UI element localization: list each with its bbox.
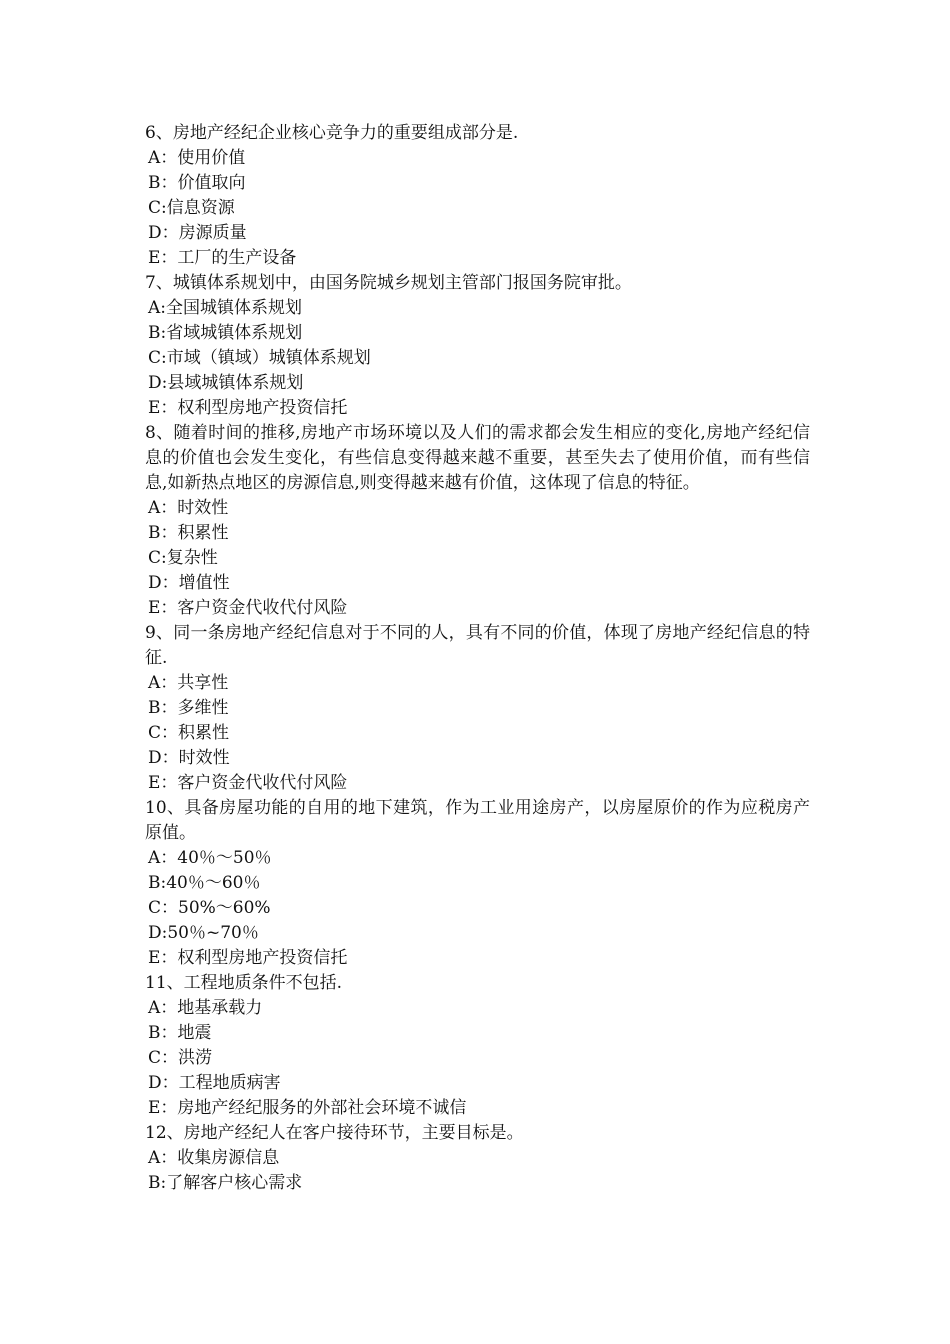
question-9: [145, 621, 810, 796]
question-stem: 7、城镇体系规划中，由国务院城乡规划主管部门报国务院审批。: [145, 273, 632, 293]
question-7: [145, 271, 810, 421]
option-c: C：洪涝: [148, 1048, 213, 1068]
question-6: [145, 121, 810, 271]
option-b: B:40％～60％: [148, 873, 261, 893]
option-d: D：工程地质病害: [148, 1073, 281, 1093]
option-b: B:省域城镇体系规划: [148, 323, 303, 343]
option-e: E：权利型房地产投资信托: [148, 398, 348, 418]
option-b: B：积累性: [148, 523, 229, 543]
option-e: E：权利型房地产投资信托: [148, 948, 348, 968]
question-10: [145, 796, 810, 971]
option-c: C:市域（镇域）城镇体系规划: [148, 348, 371, 368]
option-a: A：地基承载力: [148, 998, 263, 1018]
option-a: A:全国城镇体系规划: [148, 298, 303, 318]
question-stem: 8、随着时间的推移,房地产市场环境以及人们的需求都会发生相应的变化,房地产经纪信息的价值也会发生变化，有些信息变得越来越不重要，甚至失去了使用价值，而有些信息,如新热点地区的房源信息,则变得越来越有价值，这体现了信息的特征。: [145, 423, 810, 493]
option-e: E：客户资金代收代付风险: [148, 598, 348, 618]
option-d: D:50％~70％: [148, 923, 259, 943]
option-e: E：房地产经纪服务的外部社会环境不诚信: [148, 1098, 467, 1118]
question-stem: 6、房地产经纪企业核心竞争力的重要组成部分是.: [145, 123, 519, 143]
option-c: C：50%～60%: [148, 898, 271, 918]
option-d: D：房源质量: [148, 223, 247, 243]
question-stem: 12、房地产经纪人在客户接待环节，主要目标是。: [145, 1123, 524, 1143]
option-d: D:县域城镇体系规划: [148, 373, 304, 393]
option-e: E：工厂的生产设备: [148, 248, 297, 268]
option-e: E：客户资金代收代付风险: [148, 773, 348, 793]
question-stem: 10、具备房屋功能的自用的地下建筑，作为工业用途房产，以房屋原价的作为应税房产原值。: [145, 798, 810, 843]
option-c: C：积累性: [148, 723, 230, 743]
question-stem: 9、同一条房地产经纪信息对于不同的人，具有不同的价值，体现了房地产经纪信息的特征.: [145, 623, 810, 668]
option-a: A：40％～50％: [148, 848, 272, 868]
question-12: [145, 1121, 810, 1196]
option-b: B：价值取向: [148, 173, 246, 193]
option-d: D：时效性: [148, 748, 230, 768]
document-page: [145, 121, 810, 1196]
question-8: [145, 421, 810, 621]
option-c: C:信息资源: [148, 198, 235, 218]
option-a: A：共享性: [148, 673, 229, 693]
option-a: A：使用价值: [148, 148, 246, 168]
option-c: C:复杂性: [148, 548, 218, 568]
option-b: B：多维性: [148, 698, 229, 718]
option-b: B:了解客户核心需求: [148, 1173, 303, 1193]
option-a: A：时效性: [148, 498, 229, 518]
option-d: D：增值性: [148, 573, 230, 593]
option-a: A：收集房源信息: [148, 1148, 280, 1168]
question-stem: 11、工程地质条件不包括.: [145, 973, 343, 993]
question-11: [145, 971, 810, 1121]
option-b: B：地震: [148, 1023, 212, 1043]
